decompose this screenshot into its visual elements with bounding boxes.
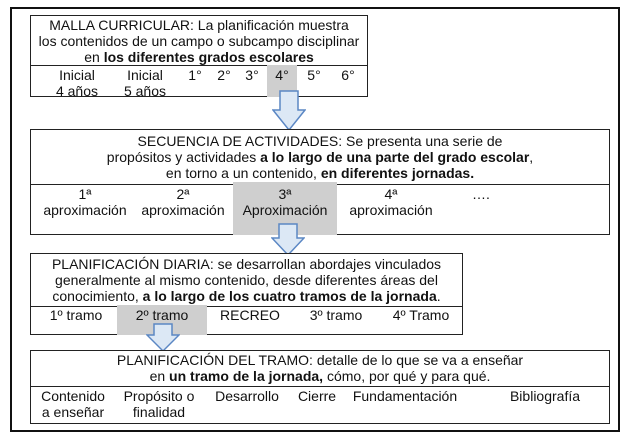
grade-3: 3°	[245, 67, 259, 83]
aproximacion-2-ordinal: 2ª	[176, 186, 190, 202]
aproximacion-1-label: aproximación	[43, 202, 127, 218]
grade-4: 4°	[275, 67, 289, 83]
tramo-header	[31, 351, 609, 387]
grade-inicial-5	[115, 67, 175, 99]
tramo-header-line1: PLANIFICACIÓN DEL TRAMO: detalle de lo que se va a enseñar	[116, 352, 524, 368]
diaria-header-line2: generalmente al mismo contenido, desde diferentes áreas del	[55, 272, 438, 288]
grade-1: 1°	[188, 67, 202, 83]
malla-header	[31, 16, 367, 66]
diaria-header-line1: PLANIFICACIÓN DIARIA: se desarrollan abordajes vinculados	[51, 256, 442, 272]
grade-inicial-4-line1: Inicial	[59, 67, 95, 83]
tramo-bibliografia: Bibliografía	[509, 388, 581, 404]
tramo-header-line2-pre: en	[149, 368, 170, 384]
grade-6: 6°	[341, 67, 355, 83]
secuencia-box	[30, 129, 610, 235]
grade-inicial-5-line1: Inicial	[127, 67, 163, 83]
down-arrow-3	[146, 323, 180, 353]
secuencia-header-line2-post: ,	[529, 149, 534, 165]
malla-header-line1: MALLA CURRICULAR: La planificación muestra	[49, 17, 349, 33]
down-arrow-1	[272, 90, 306, 132]
tramo-2: 2º tramo	[135, 307, 189, 323]
aproximacion-2	[133, 186, 233, 218]
tramo-4: 4º Tramo	[392, 307, 450, 323]
tramo-proposito-line1: Propósito o	[123, 388, 195, 404]
secuencia-header-line2-pre: propósitos y actividades	[106, 149, 261, 165]
aproximacion-4	[341, 186, 441, 218]
secuencia-header-line3	[31, 165, 609, 181]
aproximacion-more: ….	[472, 186, 490, 202]
planificacion-tramo-box	[30, 350, 610, 424]
tramo-header-line2-bold: un tramo de la jornada,	[169, 368, 324, 384]
tramo-proposito	[115, 388, 203, 420]
aproximacion-4-ordinal: 4ª	[384, 186, 398, 202]
tramo-3: 3º tramo	[309, 307, 363, 323]
malla-header-line3-pre: en	[84, 49, 104, 65]
tramo-header-line2	[31, 368, 609, 384]
secuencia-header-line2-bold: a lo largo de una parte del grado escolar	[260, 149, 530, 165]
tramo-fundamentacion: Fundamentación	[352, 388, 458, 404]
aproximacion-1-ordinal: 1ª	[78, 186, 92, 202]
tramo-contenido-line1: Contenido	[41, 388, 105, 404]
secuencia-header-line1: SECUENCIA DE ACTIVIDADES: Se presenta una serie de	[137, 133, 503, 149]
malla-header-line2: los contenidos de un campo o subcampo disciplinar	[38, 33, 360, 49]
grade-inicial-4	[47, 67, 107, 99]
secuencia-header	[31, 130, 609, 185]
aproximacion-2-label: aproximación	[141, 202, 225, 218]
grade-inicial-4-line2: 4 años	[55, 83, 99, 99]
planificacion-diaria-box	[30, 253, 463, 335]
aproximacion-3-label: Aproximación	[242, 202, 328, 218]
aproximacion-3-ordinal: 3ª	[278, 186, 292, 202]
diaria-header-line3-bold: a lo largo de los cuatro tramos de la jornada	[142, 288, 437, 304]
tramo-desarrollo: Desarrollo	[215, 388, 279, 404]
down-arrow-2	[271, 223, 305, 257]
recreo: RECREO	[220, 307, 280, 323]
aproximacion-4-label: aproximación	[349, 202, 433, 218]
tramo-1: 1º tramo	[49, 307, 103, 323]
diaria-header-line3-post: .	[436, 288, 441, 304]
tramo-proposito-line2: finalidad	[132, 404, 186, 420]
diaria-header-line3-pre: conocimiento,	[52, 288, 143, 304]
secuencia-header-line2	[31, 149, 609, 165]
tramo-contenido-line2: a enseñar	[41, 404, 105, 420]
malla-header-line3-bold: los diferentes grados escolares	[103, 49, 314, 65]
malla-header-line3	[31, 49, 367, 65]
aproximacion-1	[35, 186, 135, 218]
diaria-header-line3	[31, 288, 462, 304]
secuencia-header-line3-pre: en torno a un contenido,	[165, 165, 321, 181]
grade-5: 5°	[307, 67, 321, 83]
tramo-cierre: Cierre	[297, 388, 337, 404]
diaria-header	[31, 254, 462, 307]
grade-inicial-5-line2: 5 años	[123, 83, 167, 99]
tramo-contenido	[33, 388, 113, 420]
malla-curricular-box	[30, 15, 368, 97]
tramo-header-line2-post: cómo, por qué y para qué.	[323, 368, 491, 384]
secuencia-header-line3-bold: en diferentes jornadas.	[320, 165, 475, 181]
aproximacion-3	[235, 186, 335, 218]
grade-2: 2°	[217, 67, 231, 83]
